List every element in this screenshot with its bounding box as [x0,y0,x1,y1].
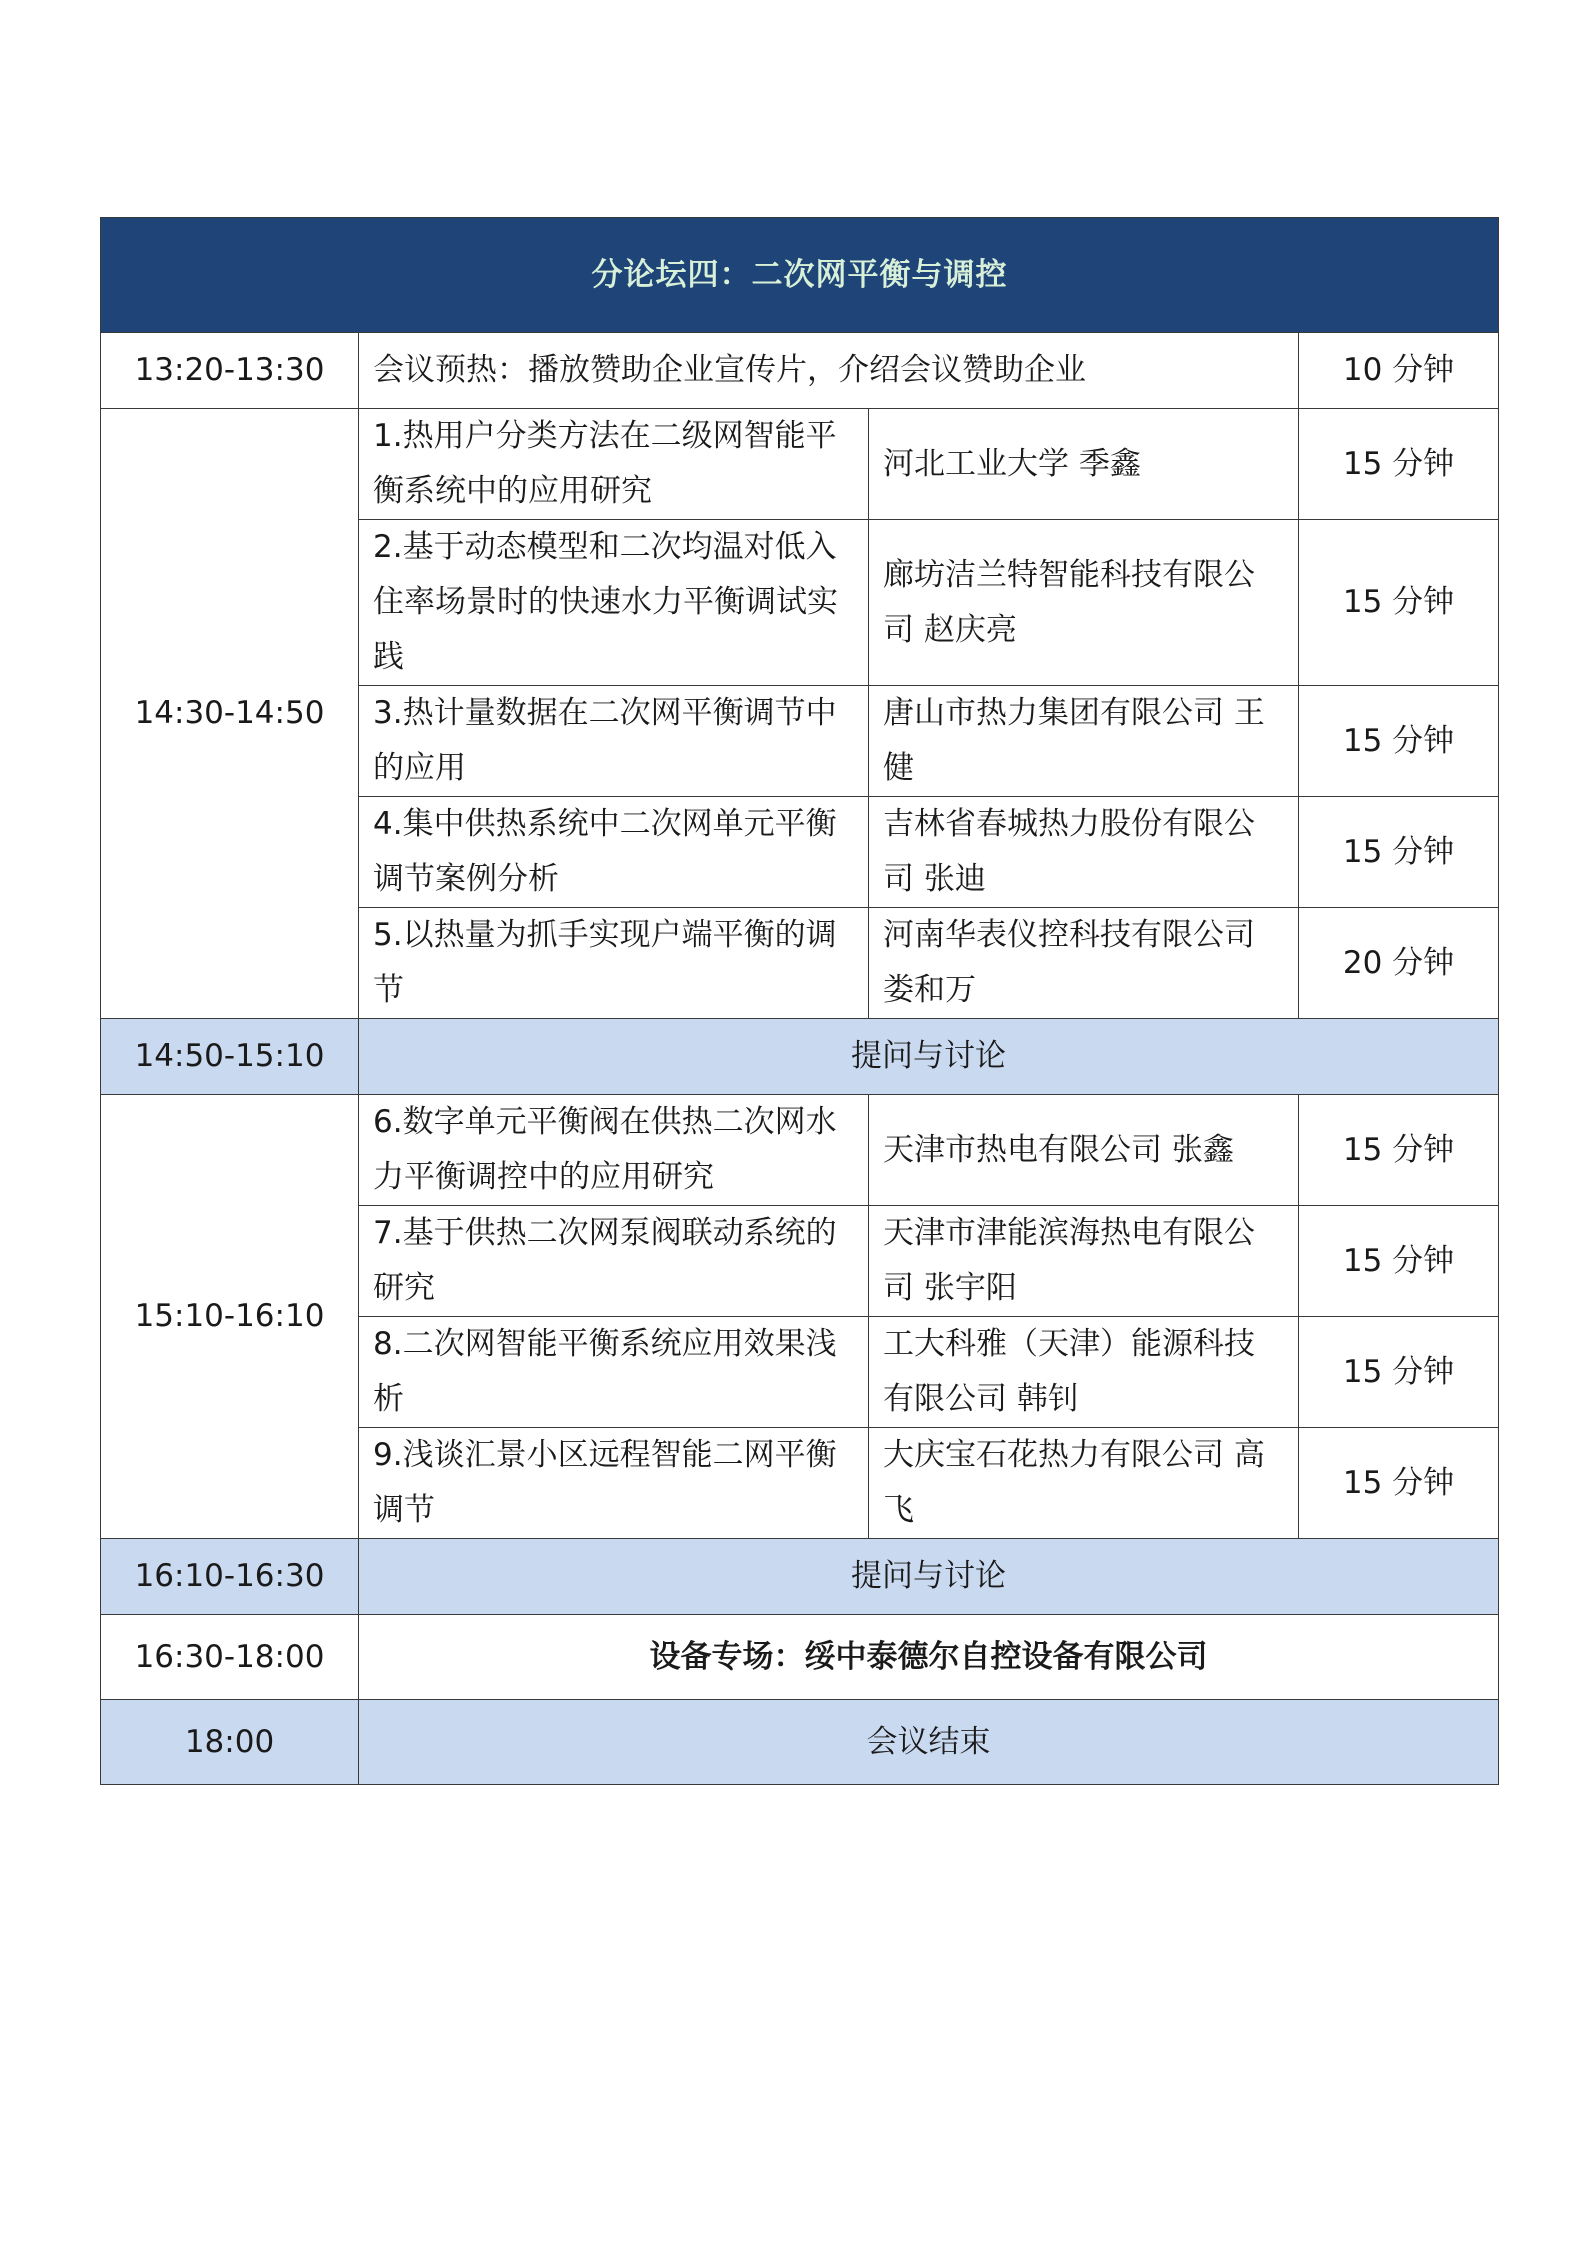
talk-title: 5.以热量为抓手实现户端平衡的调节 [359,908,869,1019]
time-cell: 13:20-13:30 [101,333,359,409]
schedule-table [100,217,1499,1785]
table-row [101,1095,1499,1206]
end-row [101,1700,1499,1785]
time-cell: 15:10-16:10 [101,1095,359,1539]
talk-title: 4.集中供热系统中二次网单元平衡调节案例分析 [359,797,869,908]
forum-title: 分论坛四：二次网平衡与调控 [101,218,1499,333]
talk-title: 7.基于供热二次网泵阀联动系统的研究 [359,1206,869,1317]
time-cell: 14:30-14:50 [101,409,359,1019]
duration-cell: 15 分钟 [1299,1206,1499,1317]
table-row [101,409,1499,520]
speaker: 廊坊洁兰特智能科技有限公司 赵庆亮 [869,520,1299,686]
time-cell: 16:10-16:30 [101,1539,359,1615]
content-cell: 设备专场：绥中泰德尔自控设备有限公司 [359,1615,1499,1700]
content-cell: 提问与讨论 [359,1539,1499,1615]
qa-row [101,1539,1499,1615]
talk-title: 8.二次网智能平衡系统应用效果浅析 [359,1317,869,1428]
time-cell: 18:00 [101,1700,359,1785]
duration-cell: 15 分钟 [1299,1317,1499,1428]
content-cell: 会议预热：播放赞助企业宣传片，介绍会议赞助企业 [359,333,1299,409]
duration-cell: 15 分钟 [1299,409,1499,520]
speaker: 河北工业大学 季鑫 [869,409,1299,520]
talk-title: 6.数字单元平衡阀在供热二次网水力平衡调控中的应用研究 [359,1095,869,1206]
duration-cell: 15 分钟 [1299,686,1499,797]
talk-title: 2.基于动态模型和二次均温对低入住率场景时的快速水力平衡调试实践 [359,520,869,686]
table-row [101,333,1499,409]
talk-title: 3.热计量数据在二次网平衡调节中的应用 [359,686,869,797]
time-cell: 14:50-15:10 [101,1019,359,1095]
talk-title: 9.浅谈汇景小区远程智能二网平衡调节 [359,1428,869,1539]
duration-cell: 20 分钟 [1299,908,1499,1019]
speaker: 吉林省春城热力股份有限公司 张迪 [869,797,1299,908]
equipment-row [101,1615,1499,1700]
speaker: 大庆宝石花热力有限公司 高飞 [869,1428,1299,1539]
title-row [101,218,1499,333]
speaker: 天津市津能滨海热电有限公司 张宇阳 [869,1206,1299,1317]
talk-title: 1.热用户分类方法在二级网智能平衡系统中的应用研究 [359,409,869,520]
duration-cell: 15 分钟 [1299,520,1499,686]
speaker: 天津市热电有限公司 张鑫 [869,1095,1299,1206]
content-cell: 提问与讨论 [359,1019,1499,1095]
time-cell: 16:30-18:00 [101,1615,359,1700]
speaker: 河南华表仪控科技有限公司 娄和万 [869,908,1299,1019]
speaker: 工大科雅（天津）能源科技有限公司 韩钊 [869,1317,1299,1428]
content-cell: 会议结束 [359,1700,1499,1785]
duration-cell: 10 分钟 [1299,333,1499,409]
duration-cell: 15 分钟 [1299,1095,1499,1206]
speaker: 唐山市热力集团有限公司 王健 [869,686,1299,797]
duration-cell: 15 分钟 [1299,1428,1499,1539]
duration-cell: 15 分钟 [1299,797,1499,908]
qa-row [101,1019,1499,1095]
